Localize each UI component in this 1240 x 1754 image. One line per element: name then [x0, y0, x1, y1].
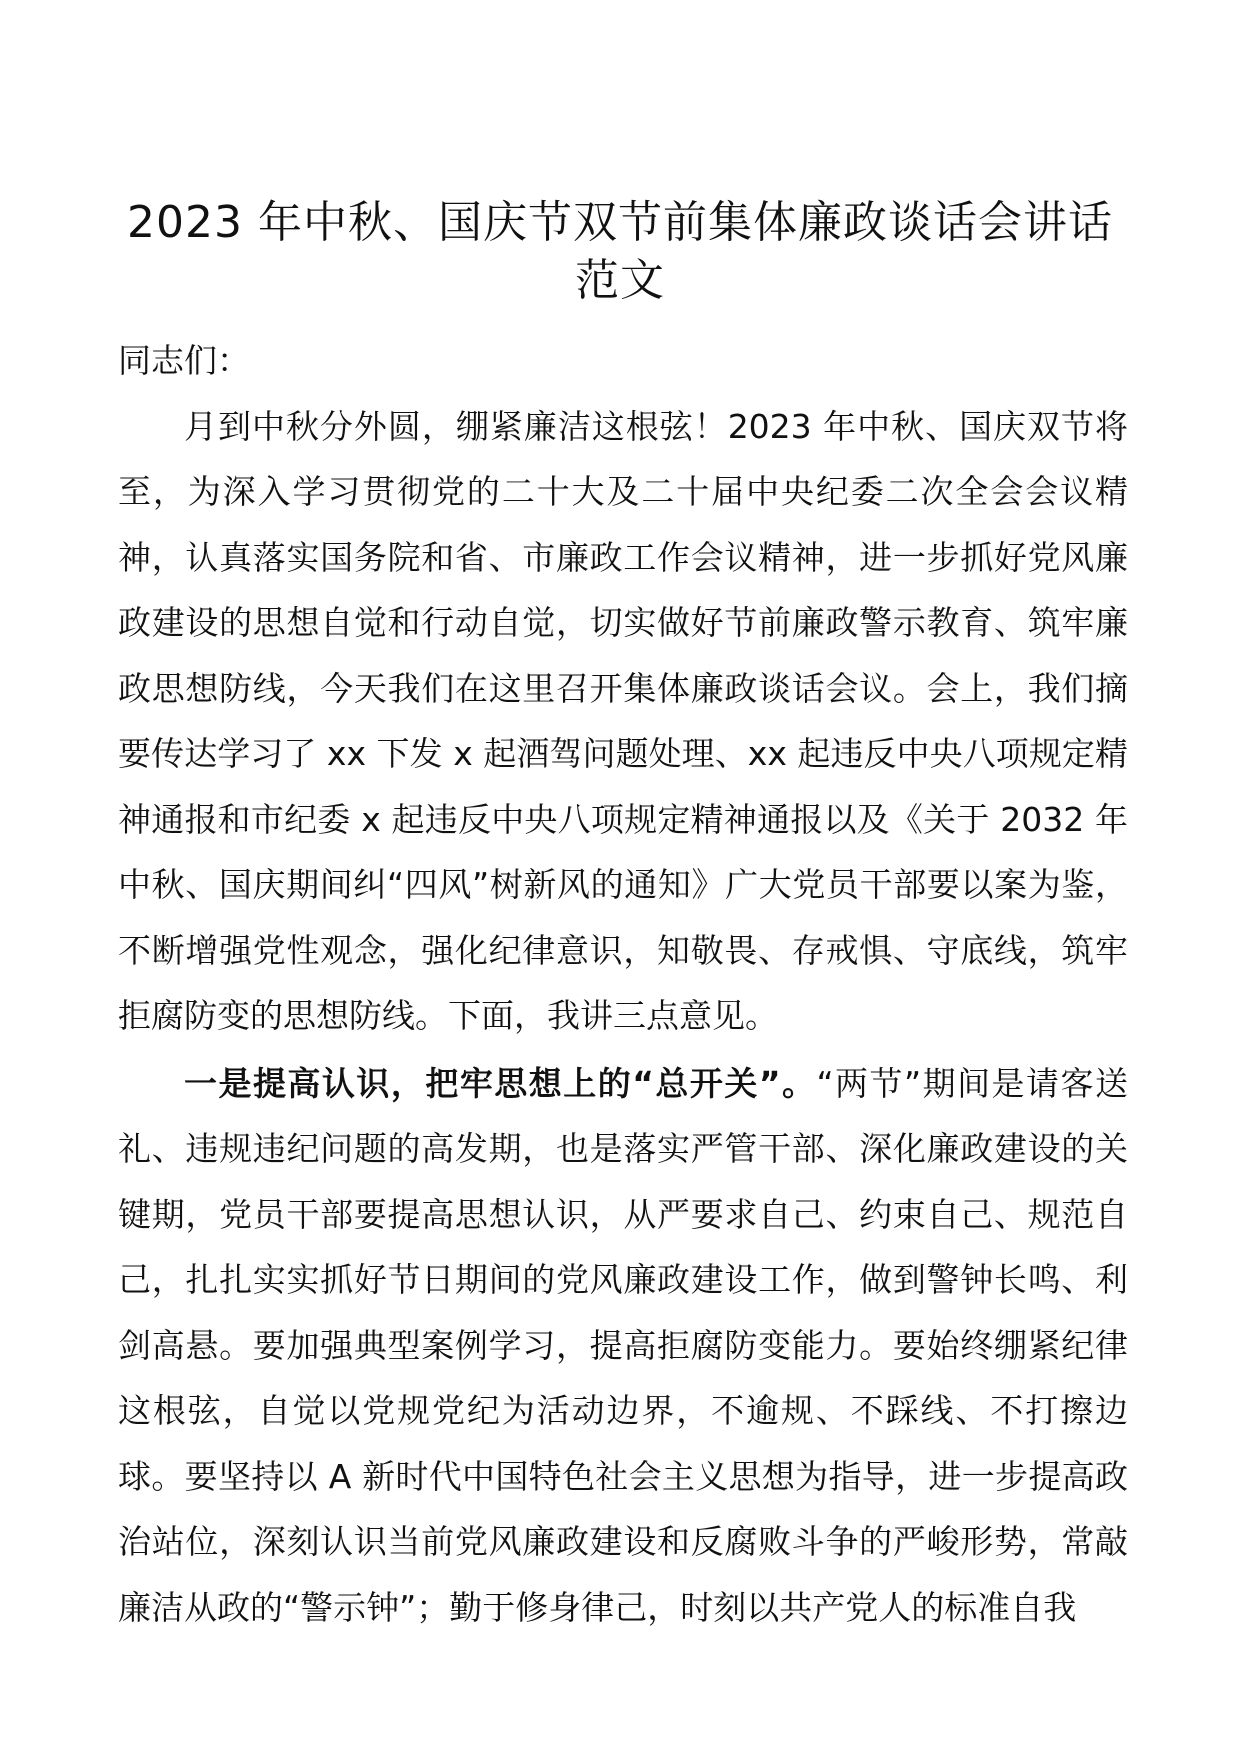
- document-body: [118, 328, 1128, 1640]
- paragraph-2: [118, 1051, 1128, 1641]
- paragraph-1-text: 月到中秋分外圆，绷紧廉洁这根弦！2023 年中秋、国庆双节将至，为深入学习贯彻党的二十大及二十届中央纪委二次全会会议精神，认真落实国务院和省、市廉政工作会议精神，进一步抓好党风廉政建设的思想自觉和行动自觉，切实做好节前廉政警示教育、筑牢廉政思想防线，今天我们在这里召开集体廉政谈话会议。会上，我们摘要传达学习了 xx 下发 x 起酒驾问题处理、xx 起违反中央八项规定精神通报和市纪委 x 起违反中央八项规定精神通报以及《关于 2032 年中秋、国庆期间纠“四风”树新风的通知》广大党员干部要以案为鉴，不断增强党性观念，强化纪律意识，知敬畏、存戒惧、守底线，筑牢拒腐防变的思想防线。下面，我讲三点意见。: [118, 406, 1128, 1035]
- paragraph-2-heading: 一是提高认识，把牢思想上的“总开关”。: [184, 1063, 817, 1103]
- paragraph-2-text: “两节”期间是请客送礼、违规违纪问题的高发期，也是落实严管干部、深化廉政建设的关键期，党员干部要提高思想认识，从严要求自己、约束自己、规范自己，扎扎实实抓好节日期间的党风廉政建设工作，做到警钟长鸣、利剑高悬。要加强典型案例学习，提高拒腐防变能力。要始终绷紧纪律这根弦，自觉以党规党纪为活动边界，不逾规、不踩线、不打擦边球。要坚持以 A 新时代中国特色社会主义思想为指导，进一步提高政治站位，深刻认识当前党风廉政建设和反腐败斗争的严峻形势，常敲廉洁从政的“警示钟”；勤于修身律己，时刻以共产党人的标准自我: [118, 1063, 1128, 1627]
- title-line-1: 2023 年中秋、国庆节双节前集体廉政谈话会讲话: [127, 197, 1113, 248]
- title-line-2: 范文: [575, 255, 665, 306]
- paragraph-1: [118, 394, 1128, 1049]
- document-title: [110, 194, 1130, 310]
- salutation: 同志们：: [118, 341, 250, 380]
